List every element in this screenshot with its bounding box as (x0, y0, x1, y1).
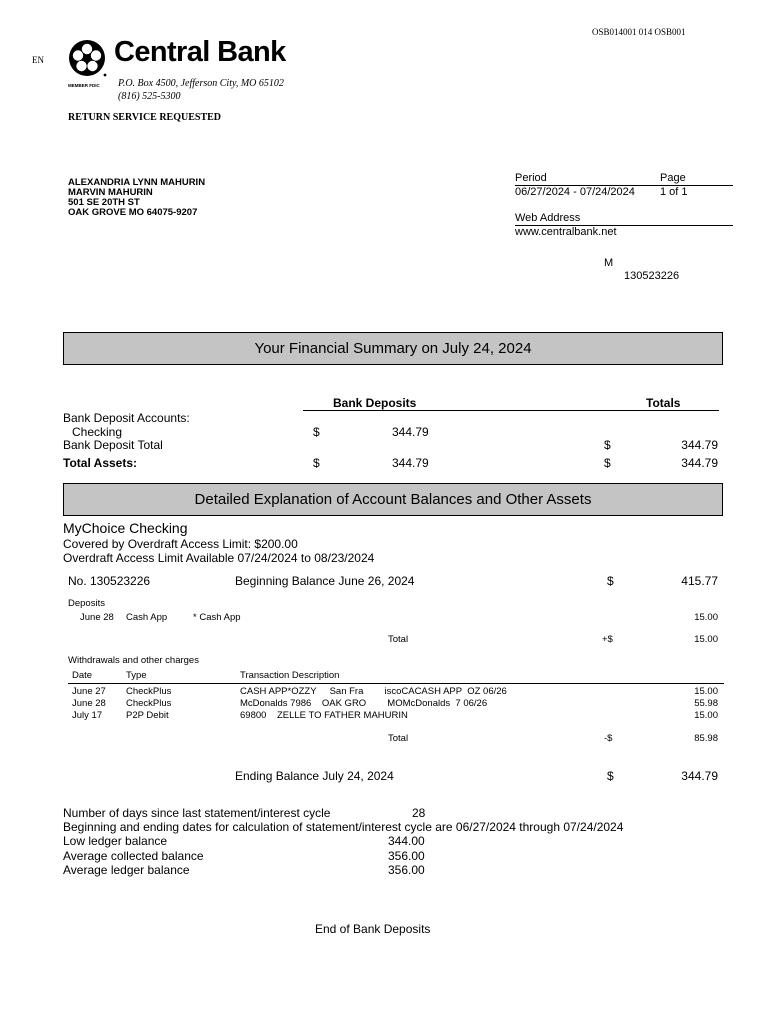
period-label: Period (515, 172, 547, 184)
beginning-balance-label: Beginning Balance June 26, 2024 (235, 574, 415, 588)
total-assets-total-amount: 344.79 (681, 456, 718, 470)
page-label: Page (660, 172, 686, 184)
document-code: OSB014001 014 OSB001 (592, 27, 686, 37)
checking-amount: 344.79 (392, 425, 429, 439)
customer-name-1: ALEXANDRIA LYNN MAHURIN (68, 177, 206, 188)
description-column-header: Transaction Description (240, 670, 340, 681)
withdrawals-total-currency: -$ (604, 733, 613, 744)
deposit-type: Cash App (126, 612, 168, 623)
total-assets-amount: 344.79 (392, 456, 429, 470)
deposit-date: June 28 (80, 612, 114, 623)
total-assets-label: Total Assets: (63, 456, 138, 470)
withdrawals-total-label: Total (388, 733, 409, 744)
bank-deposit-total-amount: 344.79 (681, 438, 718, 452)
bank-name: Central Bank (114, 36, 286, 68)
average-ledger-value: 356.00 (388, 863, 425, 877)
total-assets-currency: $ (313, 456, 320, 470)
bank-phone: (816) 525-5300 (118, 91, 181, 102)
customer-city: OAK GROVE MO 64075-9207 (68, 207, 198, 218)
account-number: No. 130523226 (68, 574, 151, 588)
account-reference: 130523226 (624, 270, 680, 282)
withdrawals-label: Withdrawals and other charges (68, 655, 199, 666)
detailed-explanation-banner: Detailed Explanation of Account Balances and Other Assets (63, 483, 723, 516)
bank-deposit-total-currency: $ (604, 438, 611, 452)
overdraft-available: Overdraft Access Limit Available 07/24/2024 to 08/23/2024 (63, 551, 375, 565)
beginning-balance-currency: $ (607, 574, 614, 588)
cycle-dates: Beginning and ending dates for calculation of statement/interest cycle are 06/27/2024 through 07/24/2024 (63, 820, 624, 834)
bank-deposit-accounts-label: Bank Deposit Accounts: (63, 411, 190, 425)
beginning-balance-amount: 415.77 (681, 574, 718, 588)
low-ledger-value: 344.00 (388, 834, 425, 848)
divider (303, 410, 719, 411)
bank-logo-icon (68, 38, 108, 80)
bank-deposits-header: Bank Deposits (333, 396, 417, 410)
withdrawal-type: CheckPlus (126, 698, 172, 709)
withdrawal-type: P2P Debit (126, 710, 169, 721)
days-in-cycle-label: Number of days since last statement/interest cycle (63, 806, 331, 820)
deposit-amount: 15.00 (694, 612, 718, 623)
withdrawal-description: 69800 ZELLE TO FATHER MAHURIN (240, 710, 408, 721)
ending-balance-amount: 344.79 (681, 769, 718, 783)
checking-label: Checking (72, 425, 123, 439)
date-column-header: Date (72, 670, 93, 681)
withdrawal-date: July 17 (72, 710, 103, 721)
account-name: MyChoice Checking (63, 520, 188, 536)
overdraft-limit: Covered by Overdraft Access Limit: $200.00 (63, 537, 298, 551)
days-in-cycle-value: 28 (412, 806, 426, 820)
return-service-requested: RETURN SERVICE REQUESTED (68, 112, 222, 123)
withdrawal-description: CASH APP*OZZY San Fra iscoCACASH APP OZ 06/26 (240, 686, 507, 697)
withdrawal-type: CheckPlus (126, 686, 172, 697)
withdrawal-amount: 55.98 (694, 698, 718, 709)
ending-balance-currency: $ (607, 769, 614, 783)
low-ledger-label: Low ledger balance (63, 834, 168, 848)
total-assets-total-currency: $ (604, 456, 611, 470)
type-column-header: Type (126, 670, 147, 681)
deposit-description: * Cash App (193, 612, 241, 623)
totals-header: Totals (646, 396, 681, 410)
bank-deposit-total-label: Bank Deposit Total (63, 438, 163, 452)
member-fdic: MEMBER FDIC (68, 83, 100, 88)
customer-name-2: MARVIN MAHURIN (68, 187, 153, 198)
page-value: 1 of 1 (660, 186, 688, 198)
financial-summary-banner: Your Financial Summary on July 24, 2024 (63, 332, 723, 365)
statement-code: M (604, 257, 614, 269)
withdrawal-date: June 28 (72, 698, 106, 709)
withdrawal-description: McDonalds 7986 OAK GRO MOMcDonalds 7 06/26 (240, 698, 488, 709)
deposits-total-currency: +$ (602, 634, 613, 645)
withdrawals-total-amount: 85.98 (694, 733, 718, 744)
period-value: 06/27/2024 - 07/24/2024 (515, 186, 635, 198)
language-code: EN (32, 55, 44, 65)
divider (68, 683, 724, 684)
withdrawal-amount: 15.00 (694, 686, 718, 697)
withdrawal-amount: 15.00 (694, 710, 718, 721)
bank-address: P.O. Box 4500, Jefferson City, MO 65102 (118, 78, 284, 89)
checking-currency: $ (313, 425, 320, 439)
deposits-total-amount: 15.00 (694, 634, 718, 645)
deposits-total-label: Total (388, 634, 409, 645)
withdrawal-date: June 27 (72, 686, 106, 697)
average-collected-value: 356.00 (388, 849, 425, 863)
web-address-label: Web Address (515, 212, 581, 224)
ending-balance-label: Ending Balance July 24, 2024 (235, 769, 394, 783)
end-of-section: End of Bank Deposits (315, 922, 431, 936)
average-collected-label: Average collected balance (63, 849, 204, 863)
average-ledger-label: Average ledger balance (63, 863, 190, 877)
web-address-value[interactable]: www.centralbank.net (515, 226, 617, 238)
customer-street: 501 SE 20TH ST (68, 197, 140, 208)
deposits-label: Deposits (68, 598, 105, 609)
